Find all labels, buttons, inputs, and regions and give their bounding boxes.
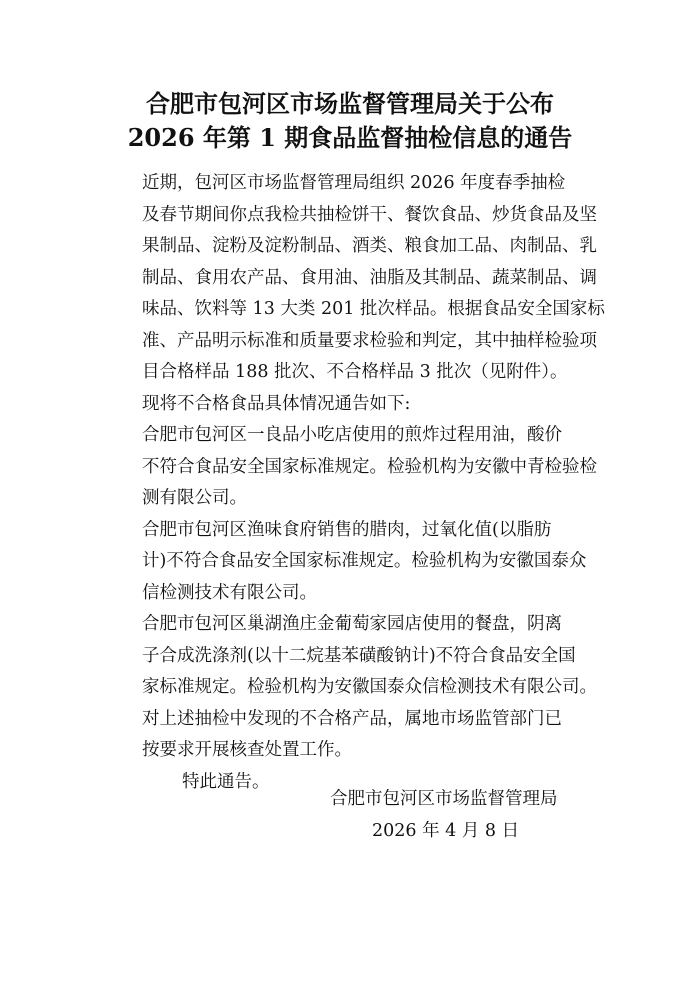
closing-remark: 特此通告。 [182, 771, 270, 792]
notice-body [107, 168, 605, 798]
paragraph-line: 合肥市包河区巢湖渔庄金葡萄家园店使用的餐盘，阴离 [142, 614, 562, 634]
paragraph-line: 合肥市包河区渔味食府销售的腊肉，过氧化值(以脂肪 [142, 519, 552, 540]
paragraph-line: 现将不合格食品具体情况通告如下: [142, 393, 411, 414]
paragraph-line: 近期，包河区市场监督管理局组织 2026 年度春季抽检 [142, 173, 566, 193]
paragraph-line: 家标准规定。检验机构为安徽国泰众信检测技术有限公司。 [142, 677, 597, 697]
paragraph-line: 按要求开展核查处置工作。 [142, 740, 352, 760]
paragraph-line: 计)不符合食品安全国家标准规定。检验机构为安徽国泰众 [142, 551, 587, 571]
body-paragraph [107, 420, 599, 515]
title-line-1: 合肥市包河区市场监督管理局关于公布 [146, 89, 554, 118]
body-paragraph [107, 609, 599, 704]
paragraph-line: 不符合食品安全国家标准规定。检验机构为安徽中青检验检 [142, 456, 597, 477]
body-paragraph [107, 515, 599, 610]
body-paragraph [107, 389, 599, 421]
paragraph-line: 子合成洗涤剂(以十二烷基苯磺酸钠计)不符合食品安全国 [142, 645, 576, 666]
body-paragraph [107, 704, 599, 767]
paragraph-line: 制品、食用农产品、食用油、油脂及其制品、蔬菜制品、调 [142, 267, 597, 288]
paragraph-line: 及春节期间你点我检共抽检饼干、餐饮食品、炒货食品及坚 [142, 204, 597, 225]
paragraph-line: 果制品、淀粉及淀粉制品、酒类、粮食加工品、肉制品、乳 [142, 236, 597, 256]
title-line-2: 2026 年第 1 期食品监督抽检信息的通告 [127, 123, 573, 152]
paragraph-line: 信检测技术有限公司。 [142, 582, 317, 603]
paragraph-line: 对上述抽检中发现的不合格产品，属地市场监管部门已 [142, 708, 562, 729]
issue-date: 2026 年 4 月 8 日 [372, 821, 520, 841]
issuer-signature: 合肥市包河区市场监督管理局 [330, 789, 558, 809]
paragraph-line: 味品、饮料等 13 大类 201 批次样品。根据食品安全国家标 [142, 299, 605, 319]
paragraph-line: 准、产品明示标准和质量要求检验和判定，其中抽样检验项 [142, 330, 597, 351]
paragraph-line: 测有限公司。 [142, 488, 247, 508]
paragraph-line: 目合格样品 188 批次、不合格样品 3 批次（见附件）。 [142, 362, 568, 382]
body-paragraph [107, 168, 605, 389]
paragraph-line: 合肥市包河区一良品小吃店使用的煎炸过程用油，酸价 [142, 425, 562, 445]
